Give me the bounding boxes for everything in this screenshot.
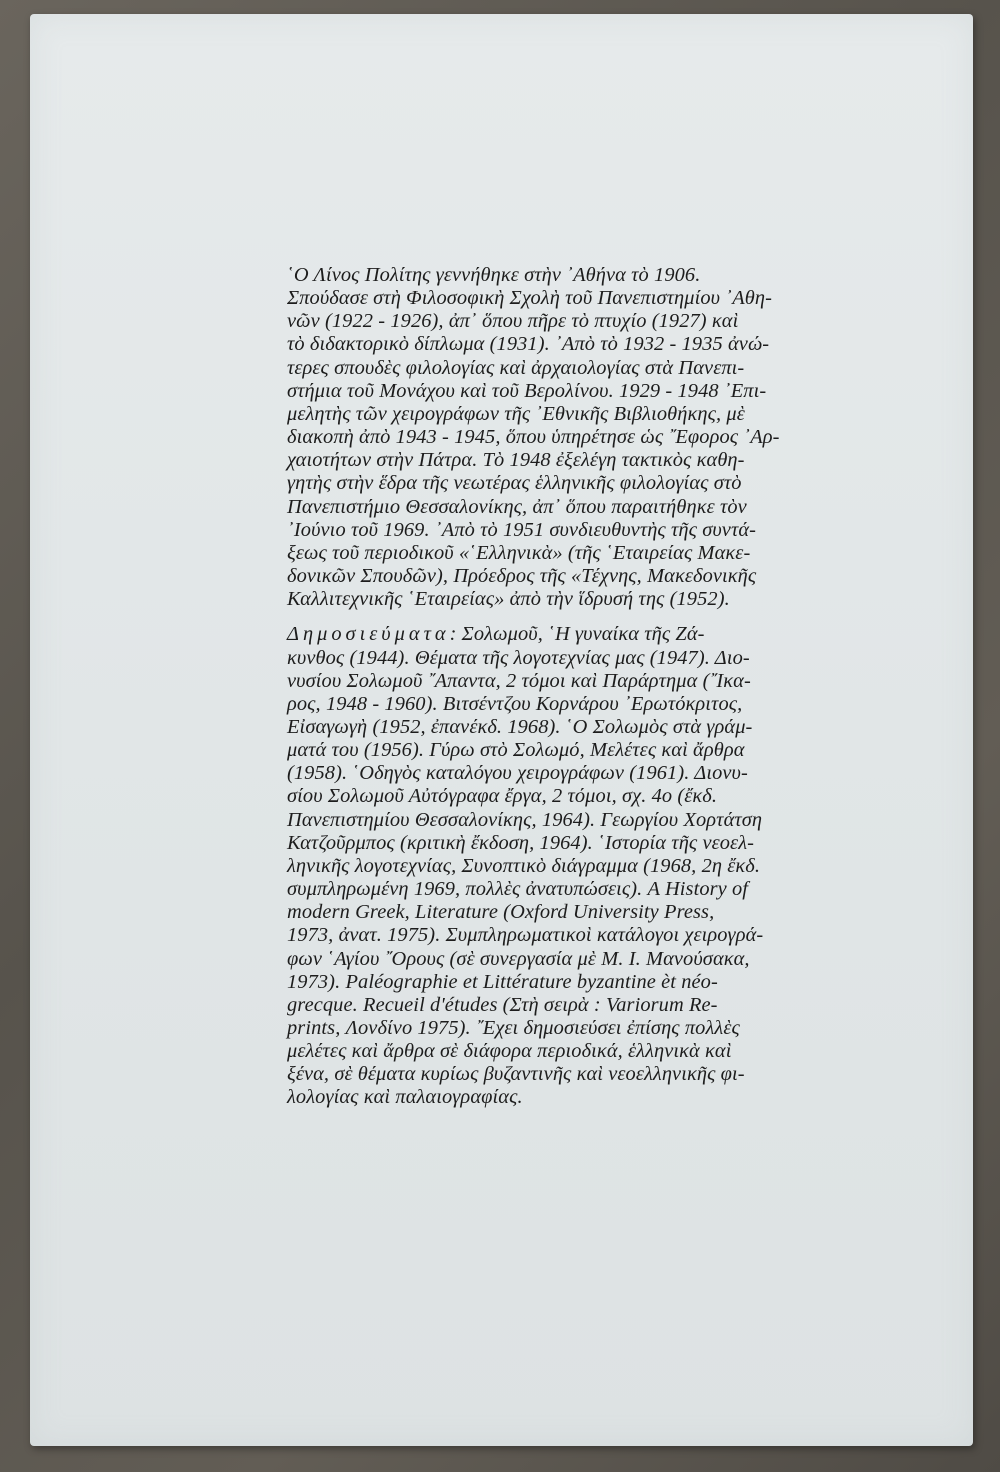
book-back-cover	[30, 14, 973, 1446]
publications-paragraph	[287, 623, 877, 1109]
publications-heading: Δημοσιεύματα	[287, 623, 450, 646]
biography-paragraph: ῾Ο Λίνος Πολίτης γεννήθηκε στὴν ᾿Αθήνα τὸ 1906. Σπούδασε στὴ Φιλοσοφικὴ Σχολὴ τοῦ Πανεπιστημίου ᾿Αθη- νῶν (1922 - 1926), ἀπ᾿ ὅπου πῆρε τὸ πτυχίο (1927) καὶ τὸ διδακτορικὸ δίπλωμα (1931). ᾿Απὸ τὸ 1932 - 1935 ἀνώ- τερες σπουδὲς φιλολογίας καὶ ἀρχαιολογίας στὰ Πανεπι- στήμια τοῦ Μονάχου καὶ τοῦ Βερολίνου. 1929 - 1948 ᾿Επι- μελητὴς τῶν χειρογράφων τῆς ᾿Εθνικῆς Βιβλιοθήκης, μὲ διακοπὴ ἀπὸ 1943 - 1945, ὅπου ὑπηρέτησε ὡς ῎Εφορος ᾿Αρ- χαιοτήτων στὴν Πάτρα. Τὸ 1948 ἐξελέγη τακτικὸς καθη- γητὴς στὴν ἕδρα τῆς νεωτέρας ἑλληνικῆς φιλολογίας στὸ Πανεπιστήμιο Θεσσαλονίκης, ἀπ᾿ ὅπου παραιτήθηκε τὸν ᾿Ιούνιο τοῦ 1969. ᾿Απὸ τὸ 1951 συνδιευθυντὴς τῆς συντά- ξεως τοῦ περιοδικοῦ «῾Ελληνικὰ» (τῆς ῾Εταιρείας Μακε- δονικῶν Σπουδῶν), Πρόεδρος τῆς «Τέχνης, Μακεδονικῆς Καλλιτεχνικῆς ῾Εταιρείας» ἀπὸ τὴν ἵδρυσή της (1952).	[287, 264, 780, 611]
author-bio-text-block	[287, 264, 877, 1110]
publications-list: : Σολωμοῦ, ῾Η γυναίκα τῆς Ζά- κυνθος (1944). Θέματα τῆς λογοτεχνίας μας (1947). Διο- νυσίου Σολωμοῦ ῎Απαντα, 2 τόμοι καὶ Παράρτημα (῎Ικα- ρος, 1948 - 1960). Βιτσέντζου Κορνάρου ᾿Ερωτόκριτος, Εἰσαγωγὴ (1952, ἐπανέκδ. 1968). ῾Ο Σολωμὸς στὰ γράμ- ματά του (1956). Γύρω στὸ Σολωμό, Μελέτες καὶ ἄρθρα (1958). ῾Οδηγὸς καταλόγου χειρογράφων (1961). Διονυ- σίου Σολωμοῦ Αὐτόγραφα ἔργα, 2 τόμοι, σχ. 4ο (ἔκδ. Πανεπιστημίου Θεσσαλονίκης, 1964). Γεωργίου Χορτάτση Κατζοῦρμπος (κριτικὴ ἔκδοση, 1964). ῾Ιστορία τῆς νεοελ- ληνικῆς λογοτεχνίας, Συνοπτικὸ διάγραμμα (1968, 2η ἔκδ. συμπληρωμένη 1969, πολλὲς ἀνατυπώσεις). A History of modern Greek, Literature (Oxford University Press, 1973, ἀνατ. 1975). Συμπληρωματικοὶ κατάλογοι χειρογρά- φων ῾Αγίου ῎Ορους (σὲ συνεργασία μὲ Μ. Ι. Μανούσακα, 1973). Paléographie et Littérature byzantine èt néo- grecque. Recueil d'études (Στὴ σειρὰ : Variorum Re- prints, Λονδίνο 1975). ῎Εχει δημοσιεύσει ἐπίσης πολλὲς μελέτες καὶ ἄρθρα σὲ διάφορα περιοδικά, ἑλληνικὰ καὶ ξένα, σὲ θέματα κυρίως βυζαντινῆς καὶ νεοελληνικῆς φι- λολογίας καὶ παλαιογραφίας.	[287, 623, 764, 1109]
